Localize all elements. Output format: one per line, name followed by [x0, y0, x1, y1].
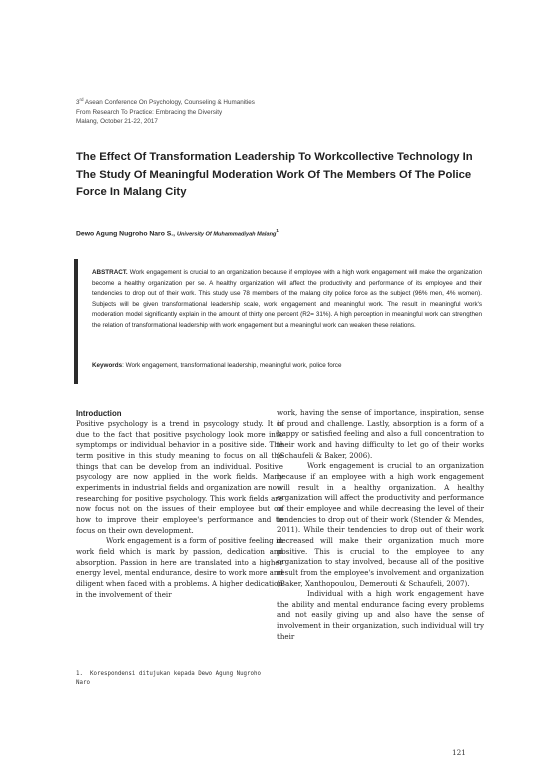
- conference-line-3: Malang, October 21-22, 2017: [76, 118, 158, 125]
- paragraph: Positive psychology is a trend in psycology study. It is due to the fact that positive psychology look more into symptomps or individual behavior in a positive side. The term positive in this study meaning to focus on all the things that can be develop from an individual. Positive psycology are now applied in the work fields. Many experiments in industrial fields and organization are now researching for positive psychology. This work fields are now focus not on the issues of their employee but on how to improve their employee's performance and to focus on their own development.: [76, 419, 283, 535]
- keywords: [92, 361, 482, 371]
- section-heading: Introduction: [76, 409, 122, 418]
- footnote-text: Korespondensi ditujukan kepada Dewo Agung Nugroho Naro: [76, 671, 262, 686]
- conference-line-1: 3rd Asean Conference On Psychology, Counseling & Humanities: [76, 96, 255, 106]
- footnote-number: 1.: [76, 671, 83, 677]
- abstract-sidebar: [74, 259, 78, 384]
- keywords-label: Keywords: [92, 362, 123, 369]
- author-affiliation: University Of Muhammadiyah Malang: [176, 231, 277, 238]
- page-number: 121: [452, 748, 466, 757]
- conference-header: [76, 98, 496, 127]
- conference-line-2: From Research To Practice: Embracing the Diversity: [76, 108, 223, 116]
- abstract-text: Work engagement is crucial to an organization because if employee with a high work engagement will make the organization become a healthy organization per se. A healthy organization will affect the productivity and performance of its employee and their tendencies to drop out of their work. This study use 78 members of the malang city police force as the subject (96% men, 4% women). Subjects will be given transformational leadership scale, work engagement and meaningful work. The result in meaningful work's moderation model significantly explain in the amount of thirty one percent (R2= 31%). A high perception in meaningful work can strengthen the relation of transformational leadership with work engagement but a meaningful work can weaken these relations.: [92, 269, 482, 329]
- paragraph: work, having the sense of importance, inspiration, sense of proud and challenge. Lastly, absorption is a form of a happy or satisfied feeling and also a full concentration to their work and having difficulty to let go of their works (Schaufeli & Baker, 2006).: [277, 408, 484, 460]
- paragraph: Work engagement is crucial to an organization because if an employee with a high work engagement will result in a healthy organization. A healthy organization will affect the productivity and performance of their employee and while decreasing the level of their tendencies to drop out of their work (Stender & Mendes, 2011). While their tendencies to drop out of their work decreased will make their organization much more positive. This is crucial to the employee to any organization to stay involved, because all of the positive result from the employee's involvement and organization (Baker, Xanthopoulou, Demerouti & Schaufeli, 2007).: [277, 461, 484, 588]
- body-column-right: [277, 408, 484, 642]
- author-name: Dewo Agung Nugroho Naro S.,: [76, 230, 176, 238]
- keywords-text: : Work engagement, transformational leadership, meaningful work, police force: [122, 362, 342, 369]
- paragraph: Individual with a high work engagement have the ability and mental endurance facing every problems and not easily giving up and also have the sense of involvement in their organization, such individual will try their: [277, 589, 484, 641]
- author-line: [76, 228, 496, 237]
- paper-title: The Effect Of Transformation Leadership To Workcollective Technology In The Study Of Meaningful Moderation Work Of The Members Of The Police Force In Malang City: [76, 151, 473, 198]
- author-footnote-mark: 1: [276, 228, 279, 233]
- abstract-label: ABSTRACT.: [92, 269, 128, 276]
- footnote: [76, 670, 266, 688]
- abstract: [92, 268, 482, 332]
- paragraph: Work engagement is a form of positive feeling in work field which is mark by passion, dedication and absorption. Passion in here are translated into a higher energy level, mental endurance, desire to work more and diligent when faced with a problems. A higher dedication in the involvement of their: [76, 536, 283, 599]
- body-column-left: [76, 408, 283, 600]
